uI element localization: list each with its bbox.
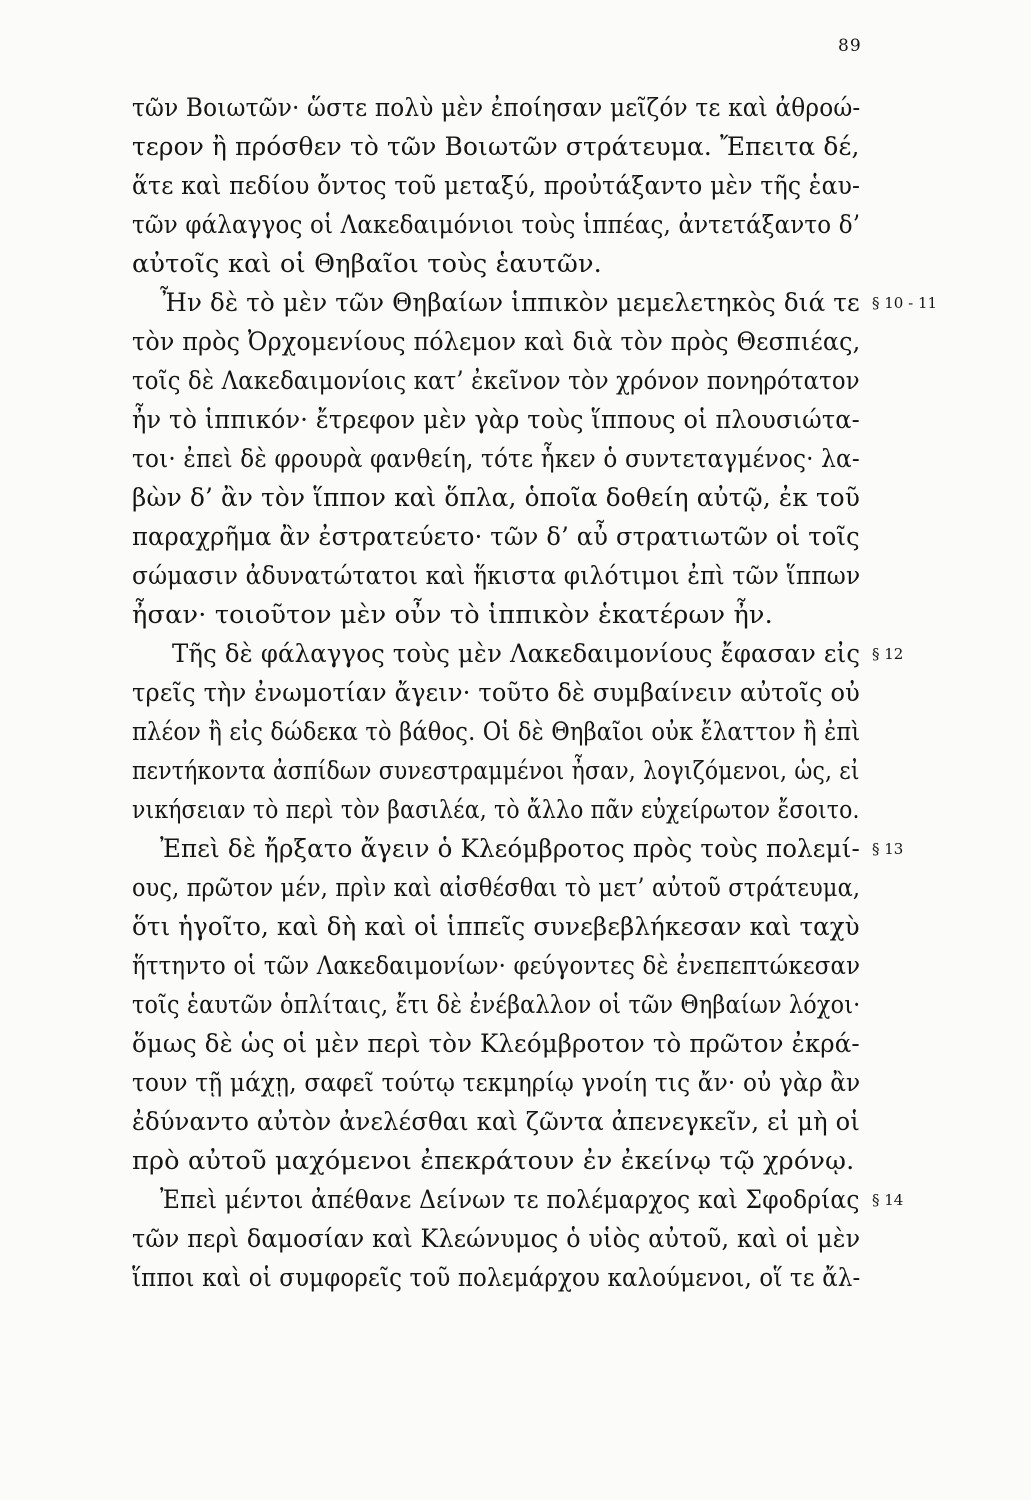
section-margin-ref: § 10 - 11 [872,294,938,312]
text-line: σώμασιν ἀδυνατώτατοι καὶ ἥκιστα φιλότιμοι ἐπὶ τῶν ἵππων [132,561,861,591]
text-line: τοῖς ἑαυτῶν ὁπλίταις, ἔτι δὲ ἐνέβαλλον οἱ τῶν Θηβαίων λόχοι· [132,990,861,1020]
text-line: ἐδύναντο αὐτὸν ἀνελέσθαι καὶ ζῶντα ἀπενεγκεῖν, εἰ μὴ οἱ [132,1107,860,1137]
text-line: τὸν πρὸς Ὀρχομενίους πόλεμον καὶ διὰ τὸν πρὸς Θεσπιέας, [132,327,861,357]
section-margin-ref: § 12 [872,645,904,663]
text-line: ἅτε καὶ πεδίου ὄντος τοῦ μεταξύ, προὐτάξαντο μὲν τῆς ἑαυ- [132,171,861,201]
text-line: ὅτι ἡγοῖτο, καὶ δὴ καὶ οἱ ἱππεῖς συνεβεβλήκεσαν καὶ ταχὺ [132,912,860,942]
text-line: ὅμως δὲ ὡς οἱ μὲν περὶ τὸν Κλεόμβροτον τὸ πρῶτον ἐκρά- [132,1029,860,1059]
text-line: Ἐπεὶ δὲ ἤρξατο ἄγειν ὁ Κλεόμβροτος πρὸς τοὺς πολεμί- [160,834,860,864]
text-line: τουν τῇ μάχῃ, σαφεῖ τούτῳ τεκμηρίῳ γνοίη τις ἄν· οὐ γὰρ ἂν [132,1068,861,1098]
text-line: παραχρῆμα ἂν ἐστρατεύετο· τῶν δ’ αὖ στρατιωτῶν οἱ τοῖς [132,522,860,552]
text-line: Τῆς δὲ φάλαγγος τοὺς μὲν Λακεδαιμονίους ἔφασαν εἰς [172,639,861,669]
text-line: τρεῖς τὴν ἐνωμοτίαν ἄγειν· τοῦτο δὲ συμβαίνειν αὐτοῖς οὐ [132,678,860,708]
text-line: νικήσειαν τὸ περὶ τὸν βασιλέα, τὸ ἄλλο πᾶν εὐχείρωτον ἔσοιτο. [132,795,860,825]
text-line: πρὸ αὐτοῦ μαχόμενοι ἐπεκράτουν ἐν ἐκείνῳ τῷ χρόνῳ. [132,1146,855,1176]
text-line: Ἦν δὲ τὸ μὲν τῶν Θηβαίων ἱππικὸν μεμελετηκὸς διά τε [160,288,860,318]
text-line: Ἐπεὶ μέντοι ἀπέθανε Δείνων τε πολέμαρχος καὶ Σφοδρίας [160,1185,860,1215]
text-line: τῶν Βοιωτῶν· ὥστε πολὺ μὲν ἐποίησαν μεῖζόν τε καὶ ἀθροώ- [132,93,861,123]
text-line: βὼν δ’ ἂν τὸν ἵππον καὶ ὅπλα, ὁποῖα δοθείη αὐτῷ, ἐκ τοῦ [132,483,861,513]
text-line: τερον ἢ πρόσθεν τὸ τῶν Βοιωτῶν στράτευμα. Ἔπειτα δέ, [132,132,860,162]
text-line: ἦν τὸ ἱππικόν· ἔτρεφον μὲν γὰρ τοὺς ἵππους οἱ πλουσιώτα- [132,405,860,435]
text-line: πλέον ἢ εἰς δώδεκα τὸ βάθος. Οἱ δὲ Θηβαῖοι οὐκ ἔλαττον ἢ ἐπὶ [132,717,861,747]
text-line: τῶν περὶ δαμοσίαν καὶ Κλεώνυμος ὁ υἱὸς αὐτοῦ, καὶ οἱ μὲν [132,1224,861,1254]
text-line: τοι· ἐπεὶ δὲ φρουρὰ φανθείη, τότε ἧκεν ὁ συντεταγμένος· λα- [132,444,860,474]
page-number: 89 [838,36,862,56]
text-line: τοῖς δὲ Λακεδαιμονίοις κατ’ ἐκεῖνον τὸν χρόνον πονηρότατον [132,366,860,396]
text-line: ἵπποι καὶ οἱ συμφορεῖς τοῦ πολεμάρχου καλούμενοι, οἵ τε ἄλ- [132,1263,861,1293]
text-line: ἦσαν· τοιοῦτον μὲν οὖν τὸ ἱππικὸν ἑκατέρων ἦν. [132,600,773,630]
section-margin-ref: § 13 [872,840,904,858]
text-line: τῶν φάλαγγος οἱ Λακεδαιμόνιοι τοὺς ἱππέας, ἀντετάξαντο δ’ [132,210,861,240]
text-line: πεντήκοντα ἀσπίδων συνεστραμμένοι ἦσαν, λογιζόμενοι, ὡς, εἰ [132,756,860,786]
text-line: αὐτοῖς καὶ οἱ Θηβαῖοι τοὺς ἑαυτῶν. [132,249,602,279]
text-line: ους, πρῶτον μέν, πρὶν καὶ αἰσθέσθαι τὸ μετ’ αὐτοῦ στράτευμα, [132,873,861,903]
text-line: ἥττηντο οἱ τῶν Λακεδαιμονίων· φεύγοντες δὲ ἐνεπεπτώκεσαν [132,951,861,981]
section-margin-ref: § 14 [872,1191,904,1209]
